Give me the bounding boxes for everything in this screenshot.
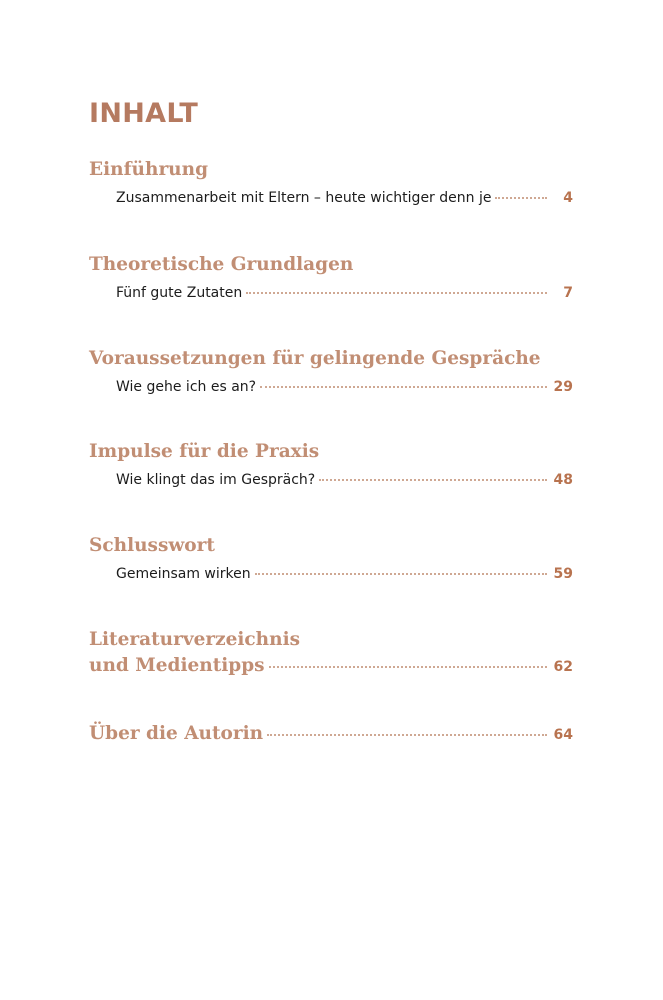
toc-entry[interactable] (116, 469, 573, 491)
toc-section-grundlagen (89, 252, 573, 304)
page-number: 64 (553, 727, 573, 743)
toc-entry[interactable] (116, 282, 573, 304)
entry-text: Fünf gute Zutaten (116, 285, 243, 301)
entry-text: Zusammenarbeit mit Eltern – heute wichtiger denn je (116, 190, 492, 206)
entry-text: Gemeinsam wirken (116, 566, 251, 582)
toc-entry[interactable] (116, 187, 573, 209)
entry-text: Wie gehe ich es an? (116, 379, 257, 395)
dot-leader (267, 734, 547, 736)
page-number: 48 (553, 472, 573, 488)
dot-leader (246, 292, 547, 294)
toc-section-einfuehrung (89, 157, 573, 209)
section-title-line (89, 653, 573, 680)
dot-leader (260, 386, 547, 388)
toc-section-impulse (89, 439, 573, 491)
page-title: INHALT (89, 98, 199, 129)
page-number: 62 (553, 659, 573, 675)
page-number: 29 (553, 379, 573, 395)
page-number: 59 (553, 566, 573, 582)
toc-section-literatur[interactable] (89, 627, 573, 680)
dot-leader (255, 573, 547, 575)
toc-section-voraussetzungen (89, 346, 573, 398)
section-title-line (89, 721, 573, 748)
dot-leader (269, 666, 547, 668)
toc-section-autorin[interactable] (89, 721, 573, 748)
section-title: Voraussetzungen für gelingende Gespräche (89, 348, 541, 369)
entry-text: Wie klingt das im Gespräch? (116, 472, 316, 488)
toc-entry[interactable] (116, 563, 573, 585)
section-title: Schlusswort (89, 535, 215, 556)
section-title-continued: und Medientipps (89, 655, 265, 676)
section-title: Über die Autorin (89, 723, 264, 744)
page-number: 4 (563, 190, 573, 206)
section-title: Literaturverzeichnis (89, 629, 301, 650)
section-title: Einführung (89, 159, 209, 180)
section-title: Theoretische Grundlagen (89, 254, 354, 275)
dot-leader (495, 197, 547, 199)
page-number: 7 (563, 285, 573, 301)
dot-leader (319, 479, 547, 481)
section-title: Impulse für die Praxis (89, 441, 320, 462)
toc-entry[interactable] (116, 376, 573, 398)
toc-section-schlusswort (89, 533, 573, 585)
